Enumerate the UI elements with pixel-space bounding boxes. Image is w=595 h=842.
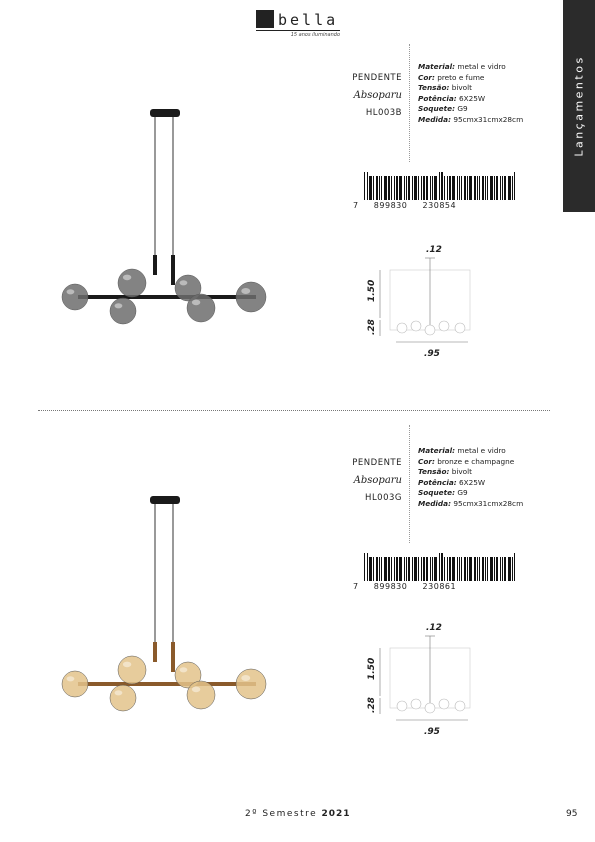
barcode-bar — [496, 176, 498, 200]
globe-highlight — [241, 288, 250, 294]
globe-highlight — [192, 300, 200, 306]
spec-material: Material: metal e vidro — [418, 62, 506, 71]
dim-label-height: 1.50 — [367, 279, 377, 302]
barcode-bar — [461, 557, 462, 581]
section-tab-label: Lançamentos — [572, 55, 586, 157]
barcode-bar — [439, 553, 440, 581]
section-divider — [38, 410, 550, 411]
barcode-bar — [508, 557, 511, 581]
glass-globe — [110, 685, 136, 711]
barcode-bar — [512, 176, 513, 200]
arm — [78, 682, 256, 686]
glass-globe — [118, 656, 146, 684]
barcode-bar — [376, 176, 378, 200]
barcode-bar — [394, 176, 395, 200]
barcode-bar — [441, 172, 443, 200]
dimension-diagram — [360, 618, 480, 738]
barcode-bar — [388, 557, 390, 581]
barcode-bar — [408, 557, 410, 581]
barcode-bar — [430, 557, 431, 581]
footer-semester: 2º Semestre 2021 — [245, 809, 351, 819]
globe-highlight — [192, 687, 200, 693]
spec-voltage: Tensão: bivolt — [418, 83, 473, 92]
product-code: HL003G — [365, 493, 402, 503]
barcode-bar — [464, 176, 466, 200]
header-divider — [409, 425, 410, 543]
barcode-bar — [514, 172, 515, 200]
globe-highlight — [67, 289, 75, 294]
barcode-bar — [406, 176, 407, 200]
barcode-bar — [490, 176, 493, 200]
barcode-bar — [464, 557, 466, 581]
barcode-bar — [364, 172, 365, 200]
brand-logo — [256, 10, 340, 38]
spec-socket: Soquete: G9 — [418, 104, 468, 113]
barcode-bar — [379, 176, 380, 200]
barcode-bar — [457, 176, 458, 200]
glass-globe — [118, 269, 146, 297]
barcode-bar — [430, 176, 431, 200]
barcode-bars — [364, 557, 517, 581]
dimension-diagram — [360, 240, 480, 360]
product-type: PENDENTE — [352, 458, 402, 468]
page-number: 95 — [566, 809, 578, 819]
barcode-bar — [452, 557, 455, 581]
barcode-bar — [408, 176, 410, 200]
globe-highlight — [123, 662, 131, 668]
barcode-bar — [423, 557, 425, 581]
barcode-bar — [459, 176, 460, 200]
globe-outline — [425, 325, 435, 335]
barcode-bar — [384, 176, 387, 200]
dim-label-top: .12 — [426, 623, 442, 633]
rod — [171, 255, 175, 285]
spec-power: Potência: 6X25W — [418, 93, 486, 103]
section-tab — [563, 0, 595, 212]
barcode-bar — [494, 557, 495, 581]
globe-outline — [397, 701, 407, 711]
barcode-bar — [391, 176, 392, 200]
barcode-bar — [469, 176, 472, 200]
barcode-bar — [364, 553, 365, 581]
product-header — [338, 73, 402, 119]
barcode-bars — [364, 176, 517, 200]
barcode-bar — [485, 176, 486, 200]
glass-globe — [187, 681, 215, 709]
barcode-bar — [482, 557, 484, 581]
barcode-bar — [479, 176, 480, 200]
globe-outline — [425, 703, 435, 713]
barcode-bar — [376, 557, 378, 581]
brand-tagline: 15 anos iluminando — [290, 32, 340, 38]
globe-highlight — [241, 675, 250, 681]
barcode-bar — [399, 176, 402, 200]
barcode-bar — [487, 176, 488, 200]
globe-highlight — [180, 280, 188, 285]
barcode-bar — [421, 176, 422, 200]
globe-outline — [411, 321, 421, 331]
spec-material: Material: metal e vidro — [418, 446, 506, 455]
barcode-bar — [373, 176, 374, 200]
barcode-bar — [367, 172, 368, 200]
spec-color: Cor: preto e fume — [418, 72, 485, 82]
globe-highlight — [115, 303, 123, 308]
barcode-bar — [485, 557, 486, 581]
glass-globe — [236, 669, 266, 699]
barcode-bar — [418, 557, 419, 581]
barcode-bar — [459, 557, 460, 581]
barcode-bar — [426, 557, 428, 581]
barcode-bar — [418, 176, 419, 200]
product-type: PENDENTE — [352, 73, 402, 83]
product-image-hl003b — [50, 105, 280, 335]
barcode-bar — [512, 557, 513, 581]
barcode-bar — [441, 553, 443, 581]
barcode-number: 7 899830 230854 — [353, 201, 457, 210]
barcode-bar — [369, 557, 372, 581]
product-image-hl003g — [50, 492, 280, 722]
designer-signature: Absoparu — [353, 90, 402, 101]
glass-globe — [236, 282, 266, 312]
spec-voltage: Tensão: bivolt — [418, 467, 473, 476]
barcode-bar — [373, 557, 374, 581]
globe-outline — [439, 699, 449, 709]
barcode-bar — [421, 557, 422, 581]
rod — [171, 642, 175, 672]
barcode-bar — [414, 557, 417, 581]
barcode-bar — [474, 176, 476, 200]
barcode-bar — [504, 557, 506, 581]
spec-list — [418, 446, 523, 509]
barcode-bar — [508, 176, 511, 200]
spec-power: Potência: 6X25W — [418, 477, 486, 487]
ceiling-canopy — [150, 109, 180, 117]
barcode-bar — [449, 557, 451, 581]
brand-name: bella — [278, 11, 339, 29]
spec-list — [418, 62, 523, 125]
barcode-bar — [449, 176, 451, 200]
globe-highlight — [123, 275, 131, 281]
dim-label-depth: .28 — [367, 319, 377, 335]
barcode-bar — [469, 557, 472, 581]
globe-outline — [455, 323, 465, 333]
spec-socket: Soquete: G9 — [418, 488, 468, 497]
ceiling-canopy — [150, 496, 180, 504]
barcode-bar — [367, 553, 368, 581]
barcode-bar — [432, 176, 433, 200]
glass-globe — [62, 671, 88, 697]
arm — [78, 295, 256, 299]
barcode-bar — [457, 557, 458, 581]
barcode-bar — [461, 176, 462, 200]
dim-label-width: .95 — [424, 727, 440, 737]
barcode-bar — [479, 557, 480, 581]
barcode-bar — [381, 176, 382, 200]
barcode-bar — [494, 176, 495, 200]
barcode-bar — [414, 176, 417, 200]
globe-highlight — [115, 690, 123, 695]
barcode-bar — [439, 172, 440, 200]
globe-outline — [397, 323, 407, 333]
rod — [153, 255, 157, 275]
barcode-bar — [379, 557, 380, 581]
barcode-bar — [412, 557, 413, 581]
barcode-bar — [500, 176, 501, 200]
logo-mark-icon — [256, 10, 274, 28]
globe-outline — [411, 699, 421, 709]
globe-highlight — [67, 676, 75, 681]
barcode-bar — [369, 176, 372, 200]
barcode-bar — [399, 557, 402, 581]
dim-label-depth: .28 — [367, 697, 377, 713]
barcode-bar — [423, 176, 425, 200]
spec-color: Cor: bronze e champagne — [418, 456, 515, 466]
spec-size: Medida: 95cmx31cmx28cm — [418, 498, 524, 508]
barcode-bar — [396, 557, 398, 581]
barcode-bar — [444, 557, 445, 581]
barcode-bar — [490, 557, 493, 581]
barcode-bar — [447, 557, 448, 581]
barcode-bar — [504, 176, 506, 200]
barcode-number: 7 899830 230861 — [353, 582, 457, 591]
globe-outline — [455, 701, 465, 711]
designer-signature: Absoparu — [353, 475, 402, 486]
barcode-bar — [412, 176, 413, 200]
barcode-bar — [388, 176, 390, 200]
barcode-bar — [391, 557, 392, 581]
header-divider — [409, 44, 410, 162]
barcode-bar — [496, 557, 498, 581]
barcode-bar — [394, 557, 395, 581]
glass-globe — [110, 298, 136, 324]
rod — [153, 642, 157, 662]
barcode-bar — [500, 557, 501, 581]
dim-label-width: .95 — [424, 349, 440, 359]
barcode — [353, 557, 517, 591]
product-code: HL003B — [365, 108, 402, 118]
product-header — [338, 458, 402, 504]
globe-outline — [439, 321, 449, 331]
barcode — [353, 176, 517, 210]
barcode-bar — [502, 176, 503, 200]
glass-globe — [187, 294, 215, 322]
barcode-bar — [477, 176, 478, 200]
barcode-bar — [487, 557, 488, 581]
barcode-bar — [434, 176, 437, 200]
barcode-bar — [434, 557, 437, 581]
barcode-bar — [396, 176, 398, 200]
barcode-bar — [447, 176, 448, 200]
dim-label-top: .12 — [426, 245, 442, 255]
barcode-bar — [474, 557, 476, 581]
barcode-bar — [432, 557, 433, 581]
barcode-bar — [477, 557, 478, 581]
barcode-bar — [467, 176, 468, 200]
barcode-bar — [452, 176, 455, 200]
barcode-bar — [444, 176, 445, 200]
dim-label-height: 1.50 — [367, 657, 377, 680]
glass-globe — [62, 284, 88, 310]
barcode-bar — [426, 176, 428, 200]
spec-size: Medida: 95cmx31cmx28cm — [418, 114, 524, 124]
barcode-bar — [404, 176, 405, 200]
globe-highlight — [180, 667, 188, 672]
barcode-bar — [482, 176, 484, 200]
barcode-bar — [384, 557, 387, 581]
barcode-bar — [404, 557, 405, 581]
barcode-bar — [467, 557, 468, 581]
barcode-bar — [406, 557, 407, 581]
barcode-bar — [381, 557, 382, 581]
barcode-bar — [502, 557, 503, 581]
barcode-bar — [514, 553, 515, 581]
